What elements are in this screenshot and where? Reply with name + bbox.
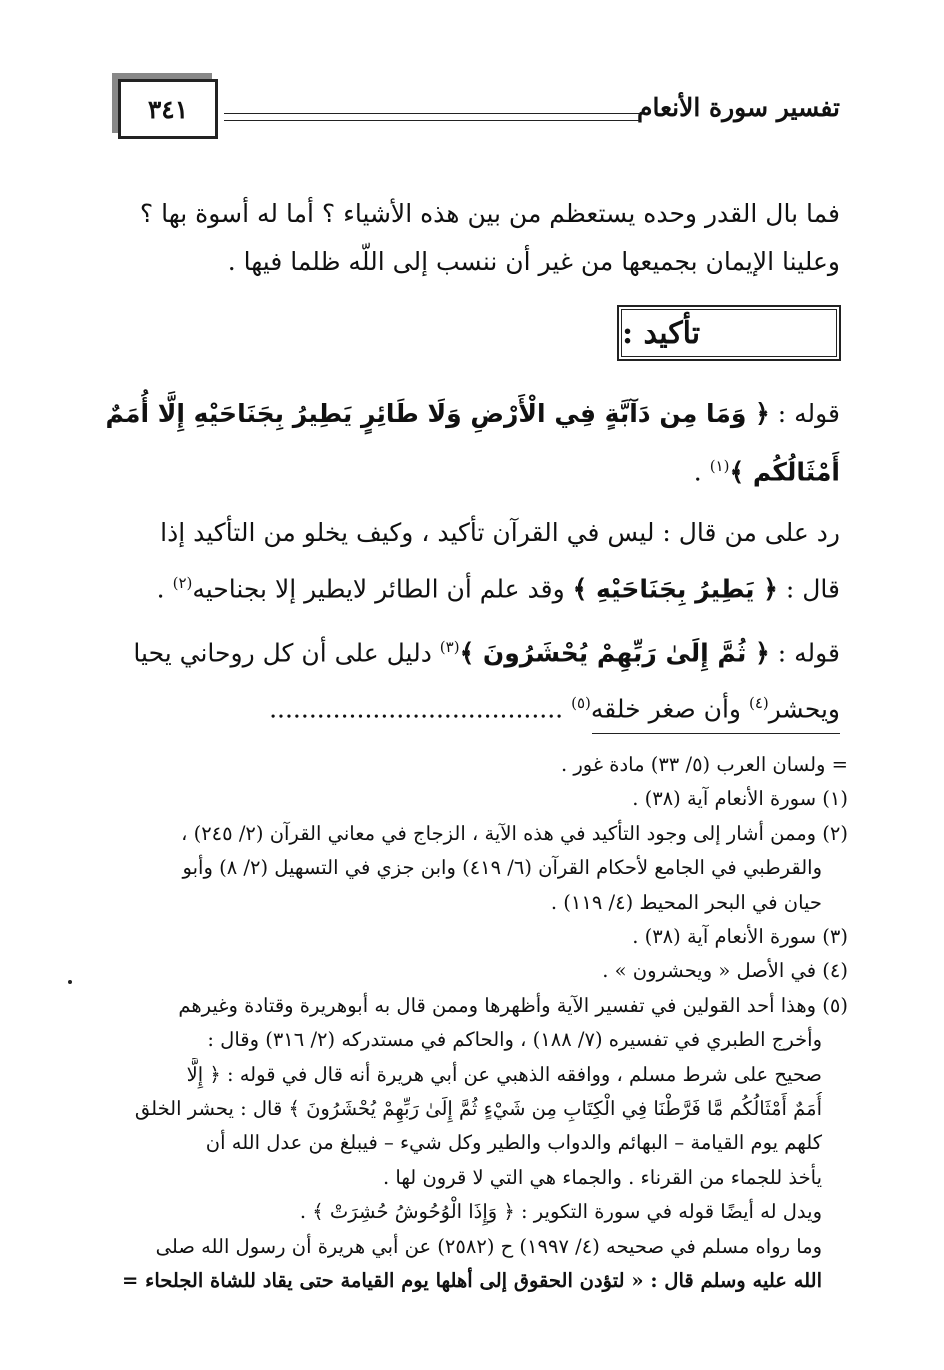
footnote-5-line-3: صحيح على شرط مسلم ، ووافقه الذهبي عن أبي هريرة أنه قال في قوله : ﴿ إِلَّا — [186, 1062, 822, 1086]
footnote-continuation: = ولسان العرب (٥/ ٣٣) مادة غور . — [560, 753, 848, 776]
para3-prefix: قوله : — [777, 638, 840, 668]
footnote-5-line-8: وما رواه مسلم في صحيحه (٤/ ١٩٩٧) ح (٢٥٨٢) عن أبي هريرة أن رسول الله صلى — [155, 1234, 822, 1258]
footnote-5: (٥) وهذا أحد القولين في تفسير الآية وأظهرها وممن قال به أبوهريرة وقتادة وغيرهم — [178, 993, 848, 1017]
intro-line-2: وعلينا الإيمان بجميعها من غير أن ننسب إلى اللّه ظلما فيها . — [227, 247, 840, 276]
footnote-1: (١) سورة الأنعام آية (٣٨) . — [632, 787, 848, 811]
para1-quran-1: ﴿ وَمَا مِن دَآبَّةٍ فِي الْأَرْضِ وَلَا طَائِرٍ يَطِيرُ بِجَنَاحَيْهِ إِلَّا أُمَمٌ — [105, 399, 770, 428]
para3-quran: ﴿ ثُمَّ إِلَىٰ رَبِّهِمْ يُحْشَرُونَ ﴾ — [459, 638, 770, 668]
para1-end: . — [693, 457, 702, 487]
intro-paragraph — [104, 190, 840, 286]
footnote-2: (٢) وممن أشار إلى وجود التأكيد في هذه الآية ، الزجاج في معاني القرآن (٢/ ٢٤٥) ، — [181, 821, 848, 845]
footnote-5-line-5: كلهم يوم القيامة – البهائم والدواب والطير وكل شيء – فيبلغ من عدل الله أن — [205, 1131, 822, 1155]
para3-text: دليل على أن كل روحاني يحيا — [133, 638, 432, 668]
footnote-ref-2: (٢) — [172, 574, 193, 592]
para2-line-1: رد على من قال : ليس في القرآن تأكيد ، وكيف يخلو من التأكيد إذا — [160, 518, 840, 547]
para1-line-2 — [104, 440, 840, 498]
footnote-3: (٣) سورة الأنعام آية (٣٨) . — [632, 925, 848, 949]
para1-quran-2: أَمْثَالُكُم ﴾ — [729, 457, 840, 487]
paragraph-emphasis — [104, 508, 840, 614]
running-title: تفسير سورة الأنعام — [636, 93, 840, 122]
footnote-2-line-3: حيان في البحر المحيط (٤/ ١١٩) . — [550, 890, 822, 914]
footnotes — [104, 748, 848, 1299]
paragraph-resurrection — [104, 622, 840, 735]
para1-line-1 — [104, 388, 840, 440]
para2-end: . — [156, 574, 165, 604]
para2-line-2 — [104, 558, 840, 614]
footnote-5-line-7: ويدل له أيضًا قوله في سورة التكوير : ﴿ وَإِذَا الْوُحُوشُ حُشِرَتْ ﴾ . — [299, 1200, 822, 1224]
intro-line-1: فما بال القدر وحده يستعظم من بين هذه الأشياء ؟ أما له أسوة بها ؟ — [139, 199, 840, 228]
page-header — [112, 75, 840, 145]
para2-text: وقد علم أن الطائر لايطير إلا بجناحيه — [192, 574, 565, 604]
header-rule — [224, 113, 640, 121]
section-title-box — [618, 306, 840, 360]
section-title: تأكيد : — [622, 315, 701, 351]
para3-line-2 — [104, 678, 840, 734]
continuation-dots: ..................................... — [269, 694, 564, 724]
footnote-2-line-2: والقرطبي في الجامع لأحكام القرآن (٦/ ٤١٩) وابن جزي في التسهيل (٢/ ٨) وأبو — [182, 856, 822, 880]
para2-prefix: قال : — [785, 574, 840, 604]
footnote-5-line-2: وأخرج الطبري في تفسيره (٧/ ١٨٨) ، والحاكم في مستدركه (٢/ ٣١٦) وقال : — [207, 1028, 822, 1052]
footnote-5-line-6: يأخذ للجماء من القرناء . والجماء هي التي لا قرون لها . — [382, 1165, 822, 1189]
para3-text-a: ويحشر — [768, 694, 840, 724]
scan-speck — [68, 980, 72, 984]
footnote-ref-4: (٤) — [748, 694, 769, 713]
footnote-5-line-9: الله عليه وسلم قال : « لتؤدن الحقوق إلى أهلها يوم القيامة حتى يقاد للشاة الجلحاء = — [122, 1269, 822, 1293]
footnote-separator — [592, 733, 840, 734]
footnote-ref-1: (١) — [709, 457, 730, 475]
footnote-4: (٤) في الأصل « ويحشرون » . — [602, 959, 848, 983]
page-number: ٣٤١ — [147, 94, 189, 124]
footnote-ref-3: (٣) — [439, 638, 460, 656]
para1-prefix: قوله : — [777, 399, 840, 428]
footnote-ref-5: (٥) — [571, 694, 591, 713]
para3-line-1 — [104, 622, 840, 678]
page-number-box — [118, 79, 218, 139]
para2-quran: ﴿ يَطِيرُ بِجَنَاحَيْهِ ﴾ — [572, 574, 778, 604]
paragraph-verse-creatures — [104, 388, 840, 498]
footnote-5-line-4: أُمَمٌ أَمْثَالُكُم مَّا فَرَّطْنَا فِي الْكِتَابِ مِن شَيْءٍ ثُمَّ إِلَىٰ رَبِّهِمْ يُحْشَرُونَ ﴾ قال : يحشر الخلق — [134, 1097, 822, 1121]
para3-text-b: وأن صغر خلقه — [590, 694, 741, 724]
